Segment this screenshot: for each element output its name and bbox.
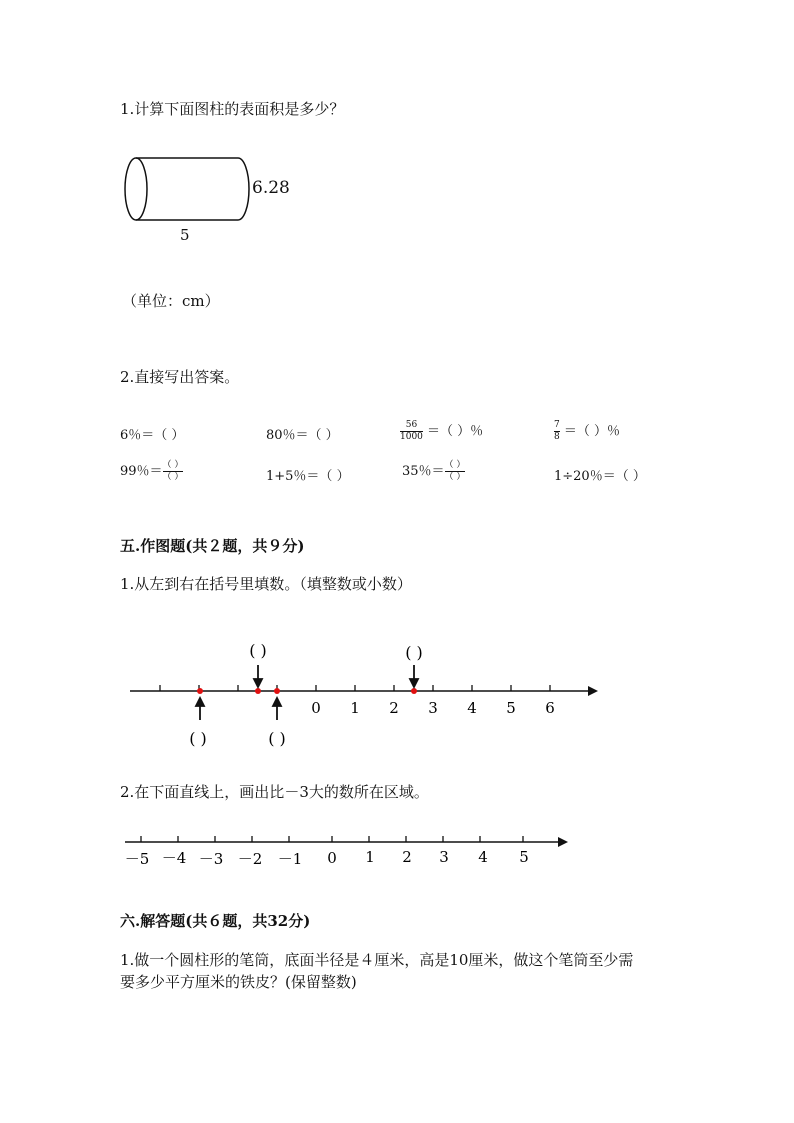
section-title-5: 五.作图题(共２题，共９分) <box>120 537 305 555</box>
up-arrowhead <box>273 698 281 706</box>
point-marker <box>197 688 203 694</box>
tick-label: 5 <box>506 699 516 717</box>
question-pen-holder-line1: 1.做一个圆柱形的笔筒，底面半径是４厘米，高是10厘米，做这个笔筒至少需 <box>120 951 634 969</box>
number-line-arrowhead <box>558 837 568 847</box>
answer-blank: ( ) <box>189 729 207 748</box>
answer-blank: ( ) <box>268 729 286 748</box>
answer-blank: ( ) <box>405 643 423 662</box>
tick-label: 0 <box>327 849 337 867</box>
tick-label: 2 <box>389 699 399 717</box>
answer-item: 6％＝（ ） <box>120 428 185 443</box>
question-pen-holder-line2: 要多少平方厘米的铁皮？(保留整数) <box>120 973 357 991</box>
number-line-1 <box>120 636 610 756</box>
number-line-2 <box>120 828 580 878</box>
answer-item-fraction: 99％＝ $\frac{( )}{( )}$ <box>120 460 184 482</box>
tick-label: 0 <box>311 699 321 717</box>
up-arrowhead <box>196 698 204 706</box>
tick-label: －2 <box>237 850 263 868</box>
answer-blank: ( ) <box>249 641 267 660</box>
cylinder-right-face <box>238 158 249 220</box>
point-marker <box>274 688 280 694</box>
tick-label: 3 <box>439 848 449 866</box>
answer-item-fraction: $\frac{7}{8}$ ＝（ ）％ <box>554 420 621 442</box>
tick-label: 1 <box>350 699 360 717</box>
answer-item: 80％＝（ ） <box>266 428 339 443</box>
question-cylinder: 1.计算下面图柱的表面积是多少？ <box>120 100 345 118</box>
down-arrowhead <box>254 679 262 687</box>
tick-label: 4 <box>467 699 477 717</box>
tick-label: －3 <box>198 850 224 868</box>
tick-label: 4 <box>478 848 488 866</box>
answer-item: 1+5％＝（ ） <box>266 469 350 484</box>
number-line-ticks <box>141 836 523 842</box>
number-line-arrowhead <box>588 686 598 696</box>
section-title-6: 六.解答题(共６题，共32分) <box>120 912 311 930</box>
answer-item: 1÷20％＝（ ） <box>554 469 646 484</box>
tick-label: 1 <box>365 848 375 866</box>
question-direct-answers: 2.直接写出答案。 <box>120 368 240 386</box>
tick-label: －4 <box>161 849 187 867</box>
tick-label: 5 <box>519 848 529 866</box>
answer-item-fraction: $\frac{56}{1000}$ ＝（ ）％ <box>400 420 484 442</box>
cylinder-length-label: 5 <box>180 226 190 244</box>
cylinder-left-face <box>125 158 147 220</box>
unit-note: （单位：cm） <box>122 292 220 310</box>
tick-label: 2 <box>402 848 412 866</box>
tick-label: 6 <box>545 699 555 717</box>
tick-label: －5 <box>124 850 150 868</box>
cylinder-height-label: 6.28 <box>252 178 290 198</box>
number-line-ticks <box>160 685 550 691</box>
tick-label: 3 <box>428 699 438 717</box>
question-draw-region: 2.在下面直线上，画出比－3大的数所在区域。 <box>120 783 429 801</box>
tick-label: －1 <box>277 850 303 868</box>
answer-item-fraction: 35％＝ $\frac{( )}{( )}$ <box>402 460 466 482</box>
down-arrowhead <box>410 679 418 687</box>
question-fill-numbers: 1.从左到右在括号里填数。（填整数或小数） <box>120 575 412 593</box>
